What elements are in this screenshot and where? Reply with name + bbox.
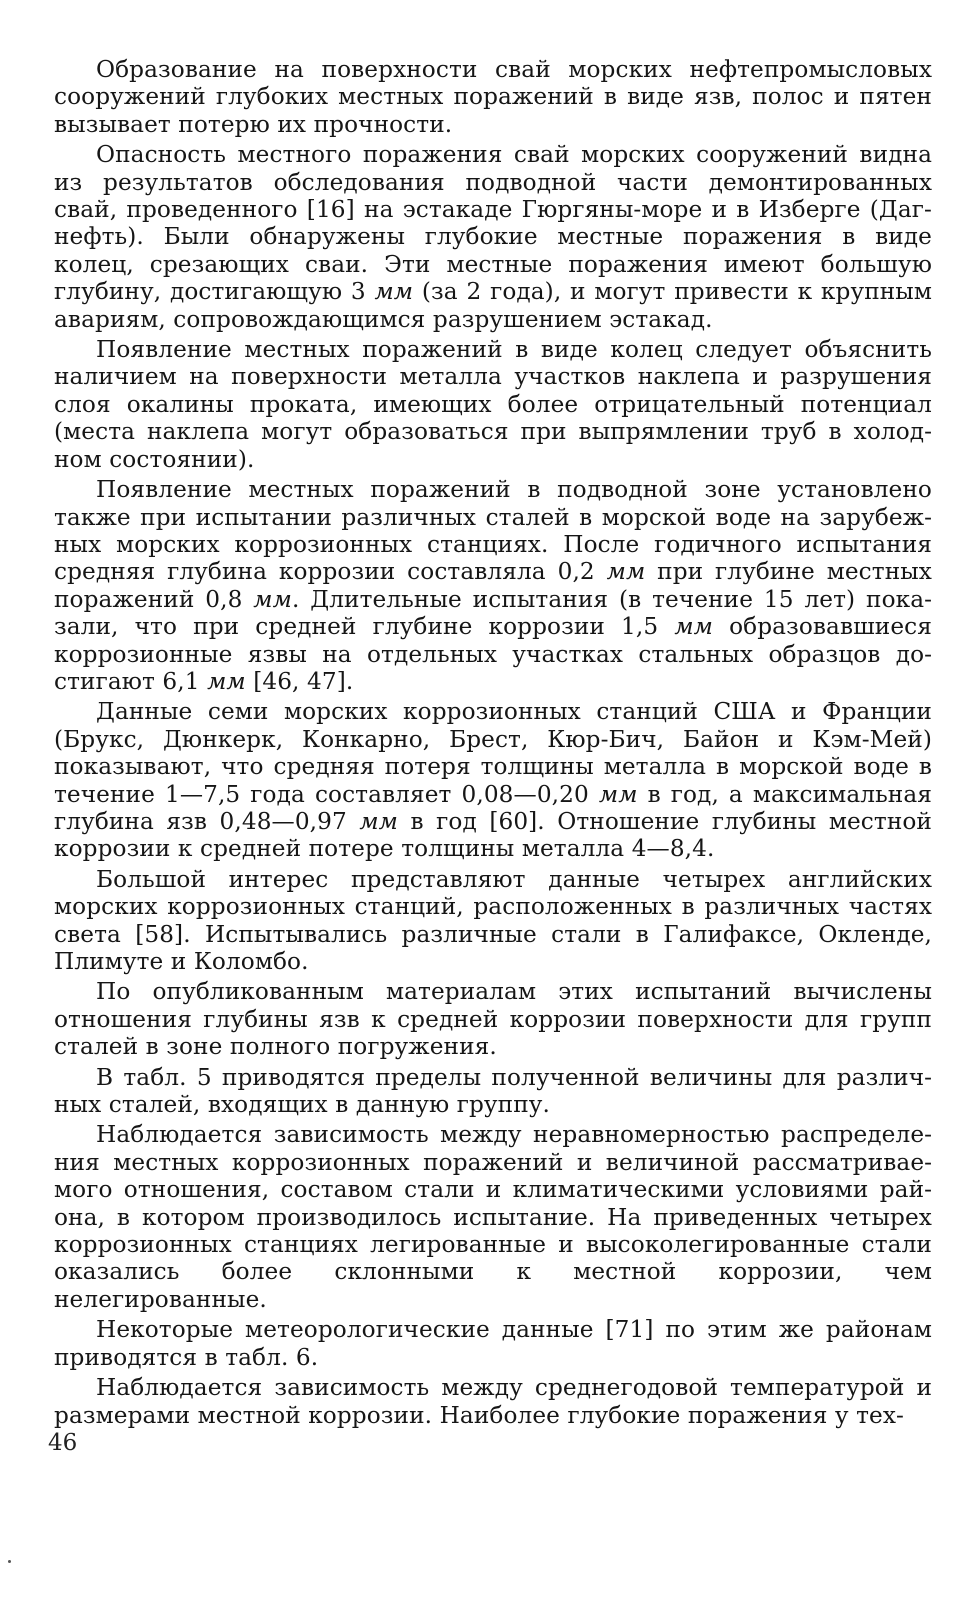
paragraph-8: В табл. 5 приводятся пределы полученной величины для различных сталей, входящих в данную группу.	[54, 1063, 932, 1119]
paragraph-10: Некоторые метеорологические данные [71] по этим же районам приводятся в табл. 6.	[54, 1316, 932, 1371]
paragraph-3: Появление местных поражений в виде колец следует объяснить наличием на поверхности металла участков наклепа и разрушения слоя окалины проката, имеющих более отрицательный потенциал (места наклепа могут образоваться при выпрямлении труб в холодном состоянии).	[54, 336, 932, 473]
paragraph-5: Данные семи морских коррозионных станций США и Франции (Брукс, Дюнкерк, Конкарно, Брест, Кюр-Бич, Байон и Кэм-Мей) показывают, что средняя потеря толщины металла в морской воде в течение 1—7,5 года составляет 0,08—0,20 мм в год, а максимальная глубина язв 0,48—0,97 мм в год [60]. Отношение глубины местной коррозии к средней потере толщины металла 4—8,4.	[54, 698, 933, 863]
paragraph-11: Наблюдается зависимость между среднегодовой температурой и размерами местной коррозии. Наиболее глубокие поражения у тех-	[54, 1374, 932, 1429]
page-body	[54, 56, 932, 1432]
page-number: 46	[48, 1430, 78, 1456]
paragraph-1: Образование на поверхности свай морских нефтепромысловых сооружений глубоких местных поражений в виде язв, полос и пятен вызывает потерю их прочности.	[54, 56, 932, 138]
paragraph-7: По опубликованным материалам этих испытаний вычислены отношения глубины язв к средней коррозии поверхности для групп сталей в зоне полного погружения.	[54, 978, 932, 1061]
paragraph-9: Наблюдается зависимость между неравномерностью распределения местных коррозионных поражений и величиной рассматриваемого отношения, составом стали и климатическими условиями района, в котором производилось испытание. На приведенных четырех коррозионных станциях легированные и высоколегированные стали оказались более склонными к местной коррозии, чем нелегированные.	[54, 1121, 932, 1313]
paragraph-2: Опасность местного поражения свай морских сооружений видна из результатов обследования подводной части демонтированных свай, проведенного [16] на эстакаде Гюргяны-море и в Изберге (Даг-нефть). Были обнаружены глубокие местные поражения в виде колец, срезающих сваи. Эти местные поражения имеют большую глубину, достигающую 3 мм (за 2 года), и могут привести к крупным авариям, сопровождающимся разрушением эстакад.	[54, 141, 933, 333]
paragraph-6: Большой интерес представляют данные четырех английских морских коррозионных станций, расположенных в различных частях света [58]. Испытывались различные стали в Галифаксе, Окленде, Плимуте и Коломбо.	[54, 865, 932, 975]
paragraph-4: Появление местных поражений в подводной зоне установлено также при испытании различных сталей в морской воде на зарубежных морских коррозионных станциях. После годичного испытания средняя глубина коррозии составляла 0,2 мм при глубине местных поражений 0,8 мм. Длительные испытания (в течение 15 лет) показали, что при средней глубине коррозии 1,5 мм образовавшиеся коррозионные язвы на отдельных участках стальных образцов достигают 6,1 мм [46, 47].	[54, 476, 933, 695]
scan-speck	[8, 1560, 11, 1563]
